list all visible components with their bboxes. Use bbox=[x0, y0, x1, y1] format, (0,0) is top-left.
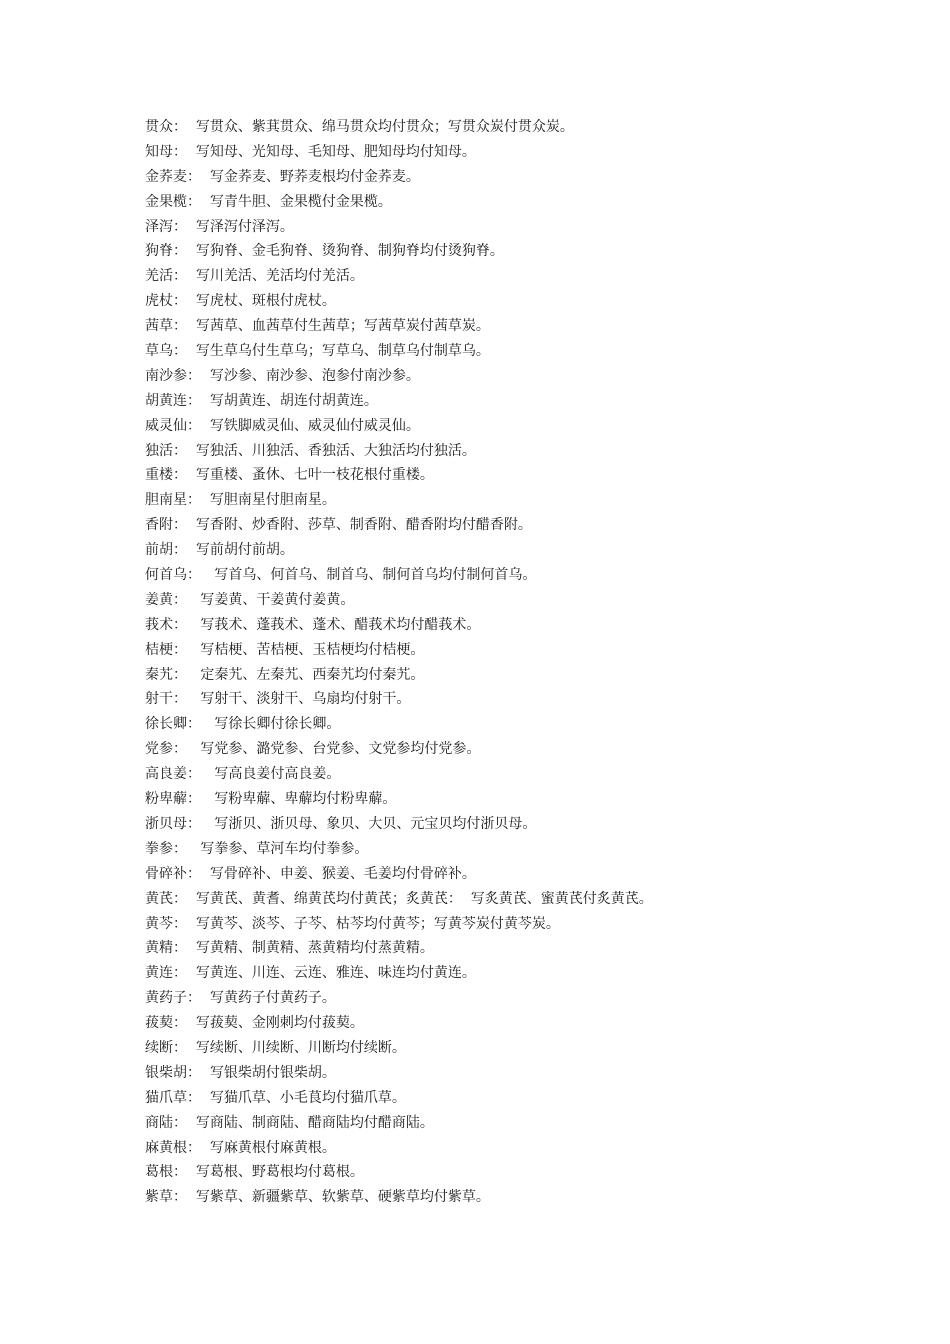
herb-entry: 独活： 写独活、川独活、香独活、大独活均付独活。 bbox=[145, 442, 476, 459]
herb-entry: 泽泻： 写泽泻付泽泻。 bbox=[145, 218, 294, 235]
herb-entry: 高良姜： 写高良姜付高良姜。 bbox=[145, 766, 341, 783]
herb-entry: 葛根： 写葛根、野葛根均付葛根。 bbox=[145, 1164, 364, 1181]
herb-entry: 知母： 写知母、光知母、毛知母、肥知母均付知母。 bbox=[145, 143, 476, 160]
herb-entry: 黄连： 写黄连、川连、云连、雅连、味连均付黄连。 bbox=[145, 965, 476, 982]
herb-entry: 党参： 写党参、潞党参、台党参、文党参均付党参。 bbox=[145, 741, 481, 758]
herb-entry: 浙贝母： 写浙贝、浙贝母、象贝、大贝、元宝贝均付浙贝母。 bbox=[145, 815, 537, 832]
herb-entry: 羌活： 写川羌活、羌活均付羌活。 bbox=[145, 268, 364, 285]
herb-entry: 射干： 写射干、淡射干、乌扇均付射干。 bbox=[145, 691, 411, 708]
herb-entry: 银柴胡： 写银柴胡付银柴胡。 bbox=[145, 1064, 336, 1081]
herb-entry: 麻黄根： 写麻黄根付麻黄根。 bbox=[145, 1139, 336, 1156]
herb-entry: 香附： 写香附、炒香附、莎草、制香附、醋香附均付醋香附。 bbox=[145, 517, 532, 534]
herb-entry: 粉卑薢： 写粉卑薢、卑薢均付粉卑薢。 bbox=[145, 791, 397, 808]
herb-entry: 黄芩： 写黄芩、淡芩、子芩、枯芩均付黄芩；写黄芩炭付黄芩炭。 bbox=[145, 915, 560, 932]
herb-entry: 虎杖： 写虎杖、斑根付虎杖。 bbox=[145, 293, 336, 310]
herb-entry: 拳参： 写拳参、草河车均付拳参。 bbox=[145, 840, 369, 857]
herb-entry: 威灵仙： 写铁脚威灵仙、威灵仙付威灵仙。 bbox=[145, 417, 420, 434]
herb-entry: 紫草： 写紫草、新疆紫草、软紫草、硬紫草均付紫草。 bbox=[145, 1189, 490, 1206]
herb-entry: 姜黄： 写姜黄、干姜黄付姜黄。 bbox=[145, 591, 355, 608]
herb-entry: 骨碎补： 写骨碎补、申姜、猴姜、毛姜均付骨碎补。 bbox=[145, 865, 476, 882]
herb-entry: 茜草： 写茜草、血茜草付生茜草；写茜草炭付茜草炭。 bbox=[145, 318, 490, 335]
herb-entry: 黄精： 写黄精、制黄精、蒸黄精均付蒸黄精。 bbox=[145, 940, 434, 957]
herb-entry: 重楼： 写重楼、蚤休、七叶一枝花根付重楼。 bbox=[145, 467, 434, 484]
herb-entry: 黄芪： 写黄芪、黄耆、绵黄芪均付黄芪；炙黄芪： 写炙黄芪、蜜黄芪付炙黄芪。 bbox=[145, 890, 653, 907]
herb-entry: 金荞麦： 写金荞麦、野荞麦根均付金荞麦。 bbox=[145, 168, 420, 185]
herb-entry: 南沙参： 写沙参、南沙参、泡参付南沙参。 bbox=[145, 367, 420, 384]
herb-entry: 莪术： 写莪术、蓬莪术、蓬术、醋莪术均付醋莪术。 bbox=[145, 616, 481, 633]
herb-entry: 贯众： 写贯众、紫萁贯众、绵马贯众均付贯众；写贯众炭付贯众炭。 bbox=[145, 119, 574, 135]
herb-entry: 前胡： 写前胡付前胡。 bbox=[145, 542, 294, 559]
herb-entry: 何首乌： 写首乌、何首乌、制首乌、制何首乌均付制何首乌。 bbox=[145, 567, 537, 584]
herb-entry: 狗脊： 写狗脊、金毛狗脊、烫狗脊、制狗脊均付烫狗脊。 bbox=[145, 243, 504, 260]
herb-entry: 猫爪草： 写猫爪草、小毛茛均付猫爪草。 bbox=[145, 1089, 406, 1106]
herb-entry: 菝葜： 写菝葜、金刚刺均付菝葜。 bbox=[145, 1015, 364, 1032]
herb-entry-list bbox=[145, 115, 653, 1210]
herb-entry: 徐长卿： 写徐长卿付徐长卿。 bbox=[145, 716, 341, 733]
herb-entry: 黄药子： 写黄药子付黄药子。 bbox=[145, 990, 336, 1007]
herb-entry: 胡黄连： 写胡黄连、胡连付胡黄连。 bbox=[145, 392, 378, 409]
herb-entry: 草乌： 写生草乌付生草乌；写草乌、制草乌付制草乌。 bbox=[145, 343, 490, 360]
herb-entry: 桔梗： 写桔梗、苦桔梗、玉桔梗均付桔梗。 bbox=[145, 641, 425, 658]
herb-entry: 胆南星： 写胆南星付胆南星。 bbox=[145, 492, 336, 509]
herb-entry: 商陆： 写商陆、制商陆、醋商陆均付醋商陆。 bbox=[145, 1114, 434, 1131]
herb-entry: 金果榄： 写青牛胆、金果榄付金果榄。 bbox=[145, 193, 392, 210]
herb-entry: 秦艽： 定秦艽、左秦艽、西秦艽均付秦艽。 bbox=[145, 666, 425, 683]
herb-entry: 续断： 写续断、川续断、川断均付续断。 bbox=[145, 1039, 406, 1056]
